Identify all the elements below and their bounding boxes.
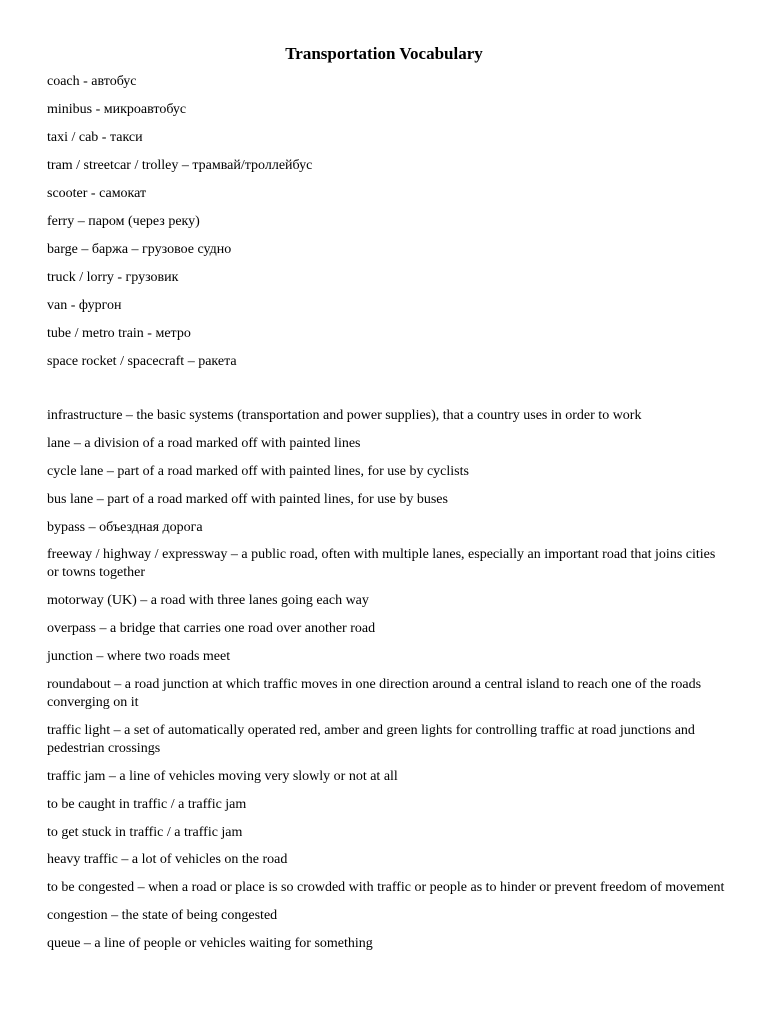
list-item: congestion – the state of being congested [47,908,278,924]
list-item: ferry – паром (через реку) [47,214,200,229]
list-item: tram / streetcar / trolley – трамвай/троллейбус [47,158,313,173]
translation-list [47,73,727,381]
list-item: overpass – a bridge that carries one road over another road [47,621,376,637]
list-item: bypass – объездная дорога [47,519,203,535]
list-item: lane – a division of a road marked off with painted lines [47,435,361,451]
list-item: cycle lane – part of a road marked off with painted lines, for use by cyclists [47,463,469,479]
list-item: taxi / cab - такси [47,130,143,145]
list-item: to be congested – when a road or place is so crowded with traffic or people as to hinder or prevent freedom of movement [47,880,725,896]
list-item: space rocket / spacecraft – ракета [47,354,237,369]
list-item: traffic light – a set of automatically operated red, amber and green lights for controlling traffic at road junctions and pedestrian crossings [47,722,695,756]
list-item: infrastructure – the basic systems (transportation and power supplies), that a country uses in order to work [47,408,642,423]
list-item: minibus - микроавтобус [47,102,187,117]
list-item: queue – a line of people or vehicles waiting for something [47,936,373,952]
list-item: motorway (UK) – a road with three lanes going each way [47,593,369,609]
list-item: to get stuck in traffic / a traffic jam [47,824,243,840]
list-item: truck / lorry - грузовик [47,270,179,285]
list-item: tube / metro train - метро [47,326,191,341]
list-item: van - фургон [47,298,122,313]
list-item: freeway / highway / expressway – a public road, often with multiple lanes, especially an important road that joins cities or towns together [47,547,716,581]
list-item: scooter - самокат [47,186,147,201]
list-item: junction – where two roads meet [47,649,231,665]
list-item: to be caught in traffic / a traffic jam [47,796,247,812]
list-item: traffic jam – a line of vehicles moving very slowly or not at all [47,768,398,784]
list-item: roundabout – a road junction at which traffic moves in one direction around a central island to reach one of the roads converging on it [47,677,702,711]
page-title: Transportation Vocabulary [285,44,483,63]
list-item: heavy traffic – a lot of vehicles on the road [47,852,288,868]
definition-list [47,407,727,963]
list-item: coach - автобус [47,74,137,89]
list-item: bus lane – part of a road marked off with painted lines, for use by buses [47,491,448,507]
list-item: barge – баржа – грузовое судно [47,242,232,257]
